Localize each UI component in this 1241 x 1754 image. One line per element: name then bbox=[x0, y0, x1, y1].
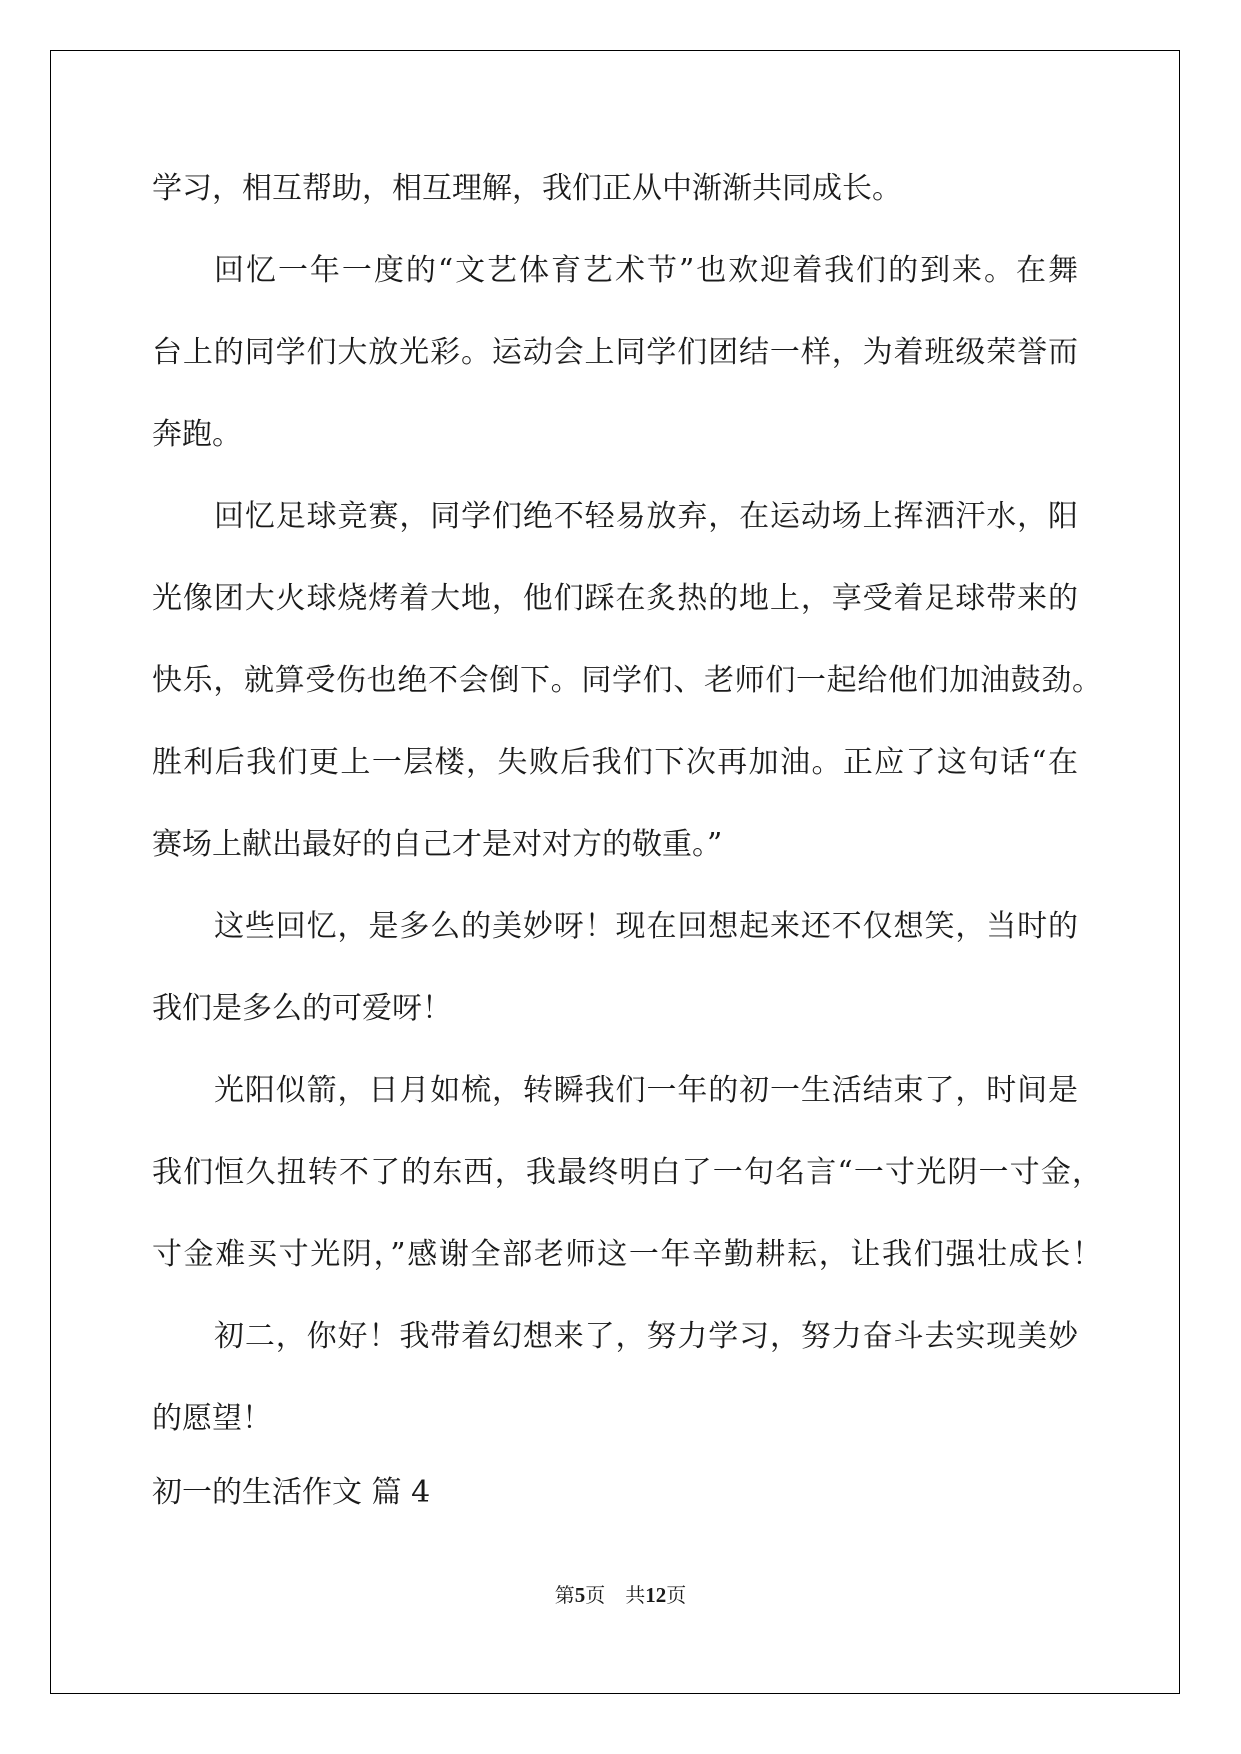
page-footer bbox=[0, 1583, 1241, 1607]
total-pages-number: 12 bbox=[645, 1583, 667, 1607]
section-heading: 初一的生活作文 篇 4 bbox=[152, 1475, 431, 1510]
text-line-3: 台上的同学们大放光彩。运动会上同学们团结一样，为着班级荣誉而 bbox=[152, 335, 1078, 370]
text-line-7: 快乐，就算受伤也绝不会倒下。同学们、老师们一起给他们加油鼓劲。 bbox=[152, 663, 1102, 698]
footer-suffix: 页 bbox=[666, 1583, 687, 1607]
text-line-16: 的愿望！ bbox=[152, 1401, 272, 1436]
text-line-6: 光像团大火球烧烤着大地，他们踩在炙热的地上，享受着足球带来的 bbox=[152, 581, 1078, 616]
page-border bbox=[50, 50, 1180, 1694]
current-page-number: 5 bbox=[574, 1583, 586, 1607]
text-line-11: 我们是多么的可爱呀！ bbox=[152, 991, 452, 1026]
text-line-8: 胜利后我们更上一层楼，失败后我们下次再加油。正应了这句话“在 bbox=[152, 745, 1078, 780]
text-line-1: 学习，相互帮助，相互理解，我们正从中渐渐共同成长。 bbox=[152, 171, 902, 206]
text-line-5: 回忆足球竞赛，同学们绝不轻易放弃，在运动场上挥洒汗水，阳 bbox=[214, 499, 1078, 534]
footer-middle: 页 共 bbox=[585, 1583, 646, 1607]
text-line-10: 这些回忆，是多么的美妙呀！现在回想起来还不仅想笑，当时的 bbox=[214, 909, 1078, 944]
text-line-14: 寸金难买寸光阴，”感谢全部老师这一年辛勤耕耘，让我们强壮成长！ bbox=[152, 1237, 1102, 1272]
text-line-2: 回忆一年一度的“文艺体育艺术节”也欢迎着我们的到来。在舞 bbox=[214, 253, 1078, 288]
text-line-15: 初二，你好！我带着幻想来了，努力学习，努力奋斗去实现美妙 bbox=[214, 1319, 1078, 1354]
footer-prefix: 第 bbox=[554, 1583, 575, 1607]
text-line-4: 奔跑。 bbox=[152, 417, 242, 452]
text-line-12: 光阳似箭，日月如梳，转瞬我们一年的初一生活结束了，时间是 bbox=[214, 1073, 1078, 1108]
text-line-9: 赛场上献出最好的自己才是对对方的敬重。” bbox=[152, 827, 723, 862]
text-line-13: 我们恒久扭转不了的东西，我最终明白了一句名言“一寸光阴一寸金， bbox=[152, 1155, 1102, 1190]
